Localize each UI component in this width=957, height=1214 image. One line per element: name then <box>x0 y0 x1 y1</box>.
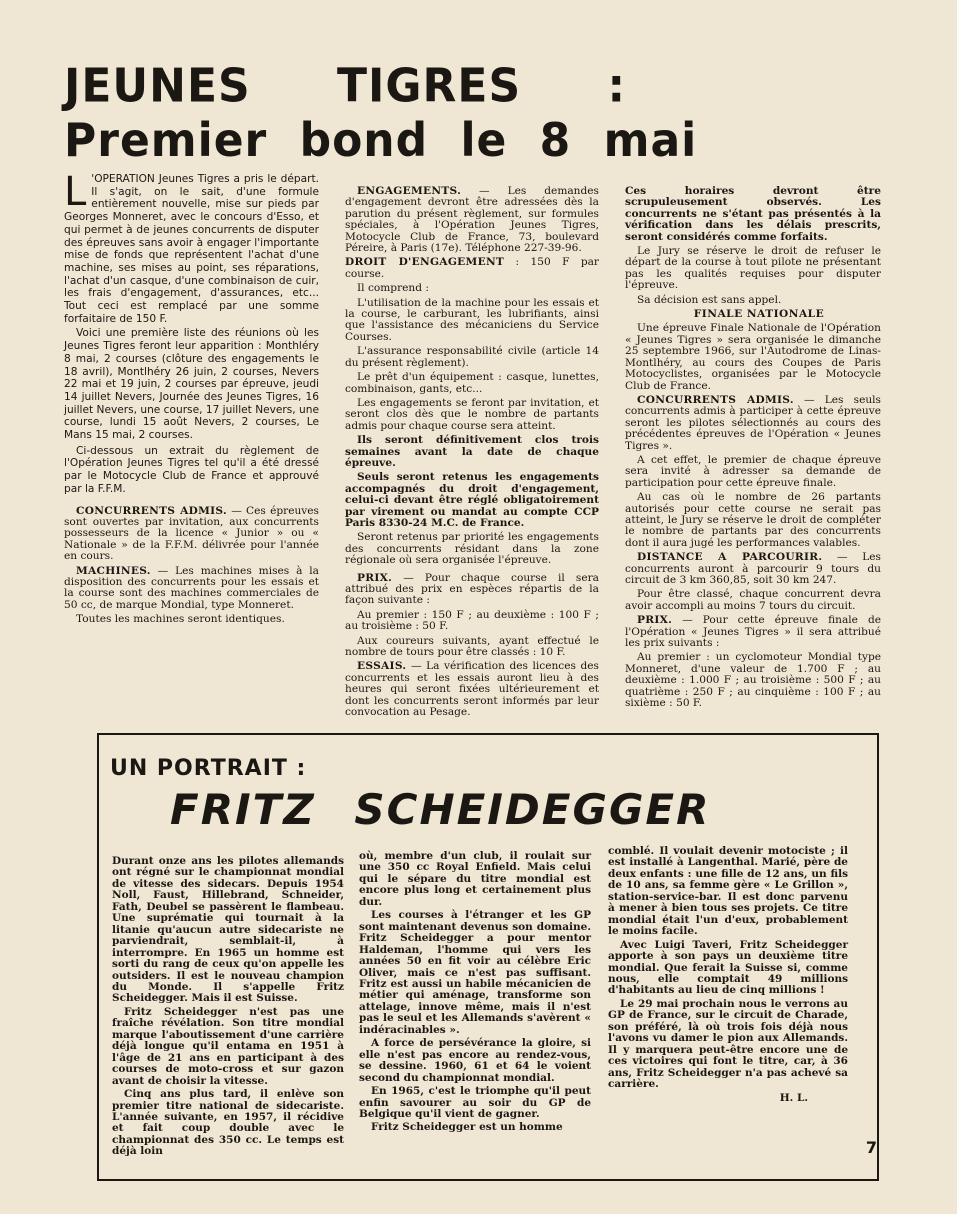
rule-text: — Ces épreuves sont ouvertes par invitation, aux concurrents possesseurs de la licence « Junior » ou « Nationale » de la F.F.M. délivrée pour l'année en cours. <box>64 504 319 563</box>
classe-paragraph: Pour être classé, chaque concurrent devra avoir accompli au moins 7 tours du circuit. <box>625 588 881 612</box>
prix-detail: Au premier : un cyclomoteur Mondial type Monneret, d'une valeur de 1.700 F ; au deuxième : 1.000 F ; au troisième : 500 F ; au quatrième : 250 F ; au cinquième : 100 F ; au sixième : 50 F. <box>625 651 881 710</box>
headline-line-2: Premier bond le 8 mai <box>64 114 698 168</box>
article-column-2 <box>345 185 599 719</box>
portrait-paragraph: Les courses à l'étranger et les GP sont maintenant devenus son domaine. Fritz Scheidegger a pour mentor Haldeman, l'homme qui vers les années 50 en fit voir au célèbre Eric Oliver, mais ce n'est pas suffisant. Fritz est aussi un habile mécanicien de métier qui aménage, transforme son attelage, innove même, mais il n'est pas le seul et les Allemands s'avèrent « indéracinables ». <box>359 909 591 1036</box>
rule-prix <box>625 615 881 649</box>
decision-paragraph: Sa décision est sans appel. <box>637 293 782 306</box>
comprend-3: Le prêt d'un équipement : casque, lunettes, combinaison, gants, etc... <box>345 371 599 395</box>
rule-text: — Les demandes d'engagement devront être adressées dès la parution du présent règlement, sur formules spéciales, à l'Opération Jeunes Tigres, Motocycle Club de France, 73, boulevard Péreire, à Paris (17e). Téléphone 227-39-96. <box>345 185 599 255</box>
rule-label: DISTANCE A PARCOURIR. <box>637 551 823 564</box>
portrait-paragraph: Fritz Scheidegger n'est pas une fraîche révélation. Son titre mondial marque l'aboutissement d'une carrière déjà longue qu'il entama en 1951 à l'âge de 21 ans en participant à des courses de moto-cross et sur gazon avant de choisir la vitesse. <box>112 1005 344 1087</box>
comprend-1: L'utilisation de la machine pour les essais et la course, le carburant, les lubrifiants, ainsi que l'assistance des mécaniciens du Service Courses. <box>345 296 599 343</box>
comprend-2: L'assurance responsabilité civile (article 14 du présent règlement). <box>345 345 599 369</box>
rule-label: ENGAGEMENTS. <box>357 185 462 197</box>
portrait-paragraph: où, membre d'un club, il roulait sur une 350 cc Royal Enfield. Mais celui qui le sépare du titre mondial est encore plus long et certainement plus dur. <box>359 850 591 908</box>
portrait-paragraph: En 1965, c'est le triomphe qu'il peut enfin savourer au soir du GP de Belgique qu'il vient de gagner. <box>359 1085 591 1120</box>
page-number: 7 <box>865 1138 877 1157</box>
finale-heading: FINALE NATIONALE <box>693 308 825 321</box>
rule-text: — La vérification des licences des concurrents et les essais auront lieu à des heures qui seront fixées ultérieurement et dont les concurrents seront informés par leur convocation au Pesage. <box>345 660 599 719</box>
portrait-paragraph: Cinq ans plus tard, il enlève son premier titre national de sidecariste. L'année suivante, en 1957, il récidive et fait coup double avec le championnat des 350 cc. Le temps est déjà loin <box>112 1088 344 1158</box>
bold-paragraph-1: Ils seront définitivement clos trois semaines avant la date de chaque épreuve. <box>345 434 599 469</box>
rule-distance <box>625 552 881 586</box>
article-column-1 <box>64 169 319 693</box>
rule-text: — Les concurrents auront à parcourir 9 tours du circuit de 3 km 360,85, soit 30 km 247. <box>625 551 881 586</box>
rule-label: CONCURRENTS ADMIS. <box>76 504 227 517</box>
rule-text: — Les machines mises à la disposition des concurrents pour les essais et la course sont des machines commerciales de 50 cc, de marque Mondial, type Monneret. <box>64 564 319 611</box>
rule-text: — Les seuls concurrents admis à participer à cette épreuve seront les pilotes sélectionnés au cours des précédentes épreuves de l'Opération « Jeunes Tigres ». <box>625 393 881 452</box>
rule-label: ESSAIS. <box>357 660 407 673</box>
headline-line-1: JEUNES TIGRES : <box>64 59 627 113</box>
rule-machines-p2: Toutes les machines seront identiques. <box>76 613 285 626</box>
portrait-kicker: UN PORTRAIT : <box>110 756 307 781</box>
portrait-paragraph: Le 29 mai prochain nous le verrons au GP de France, sur le circuit de Charade, son préféré, là où trois fois déjà nous l'avons vu damer le pion aux Allemands. Il y marquera peut-être encore une de ces victoires qui font le titre, car, à 36 ans, Fritz Scheidegger n'a pas achevé sa carrière. <box>608 997 848 1091</box>
rule-text: : 150 F par course. <box>345 256 599 280</box>
rules-extract <box>64 506 319 626</box>
jury-paragraph: Le Jury se réserve le droit de refuser le départ de la course à tout pilote ne présentant pas les qualités requises pour disputer l'épreuve. <box>625 245 881 292</box>
drop-cap: L <box>64 169 87 215</box>
portrait-paragraph: A force de persévérance la gloire, si elle n'est pas encore au rendez-vous, se dessine. 1960, 61 et 64 le voient second du championnat mondial. <box>359 1037 591 1084</box>
rule-label: CONCURRENTS ADMIS. <box>637 393 794 406</box>
portrait-column-1 <box>112 856 344 1171</box>
bold-paragraph: Ces horaires devront être scrupuleusement observés. Les concurrents ne s'étant pas présentés à la vérification dans les délais prescrits, seront considérés comme forfaits. <box>625 185 881 243</box>
rule-machines <box>64 566 319 612</box>
portrait-paragraph: Durant onze ans les pilotes allemands ont régné sur le championnat mondial de vitesse des sidecars. Depuis 1954 Noll, Faust, Hillebrand, Schneider, Fath, Deubel se passèrent le flambeau. Une suprématie qui tournait à la litanie qu'aucun autre sidecariste ne parviendrait, semblait-il, à interrompre. En 1965 un homme est sorti du rang de ceux qu'on appelle les outsiders. Il est le nouveau champion du Monde. Il s'appelle Fritz Scheidegger. Mais il est Suisse. <box>112 855 344 1005</box>
rule-concurrents <box>625 395 881 452</box>
rule-text: — Pour chaque course il sera attribué des prix en espèces répartis de la façon suivante : <box>345 571 599 607</box>
rule-essais <box>345 661 599 718</box>
portrait-paragraph: Fritz Scheidegger est un homme <box>371 1121 563 1134</box>
invitation-paragraph: Les engagements se feront par invitation, et seront clos dès que le nombre de partants admis pour chaque course sera atteint. <box>345 396 599 432</box>
rule-prix <box>345 573 599 607</box>
rule-label: MACHINES. <box>76 564 151 577</box>
intro-paragraph-2: Voici une première liste des réunions où les Jeunes Tigres feront leur apparition : Monthléry 8 mai, 2 courses (clôture des engagements le 18 avril), Montlhéry 26 juin, 2 courses, Nevers 22 mai et 19 juin, 2 courses par épreuve, jeudi 14 juillet Nevers, Journée des Jeunes Tigres, 16 juillet Nevers, une course, 17 juillet Nevers, une course, lundi 15 août Nevers, 2 courses, Le Mans 15 mai, 2 courses. <box>64 327 319 442</box>
effet-paragraph: A cet effet, le premier de chaque épreuve sera invité à adresser sa demande de participation pour cette épreuve finale. <box>625 453 881 489</box>
prix-suivants: Aux coureurs suivants, ayant effectué le nombre de tours pour être classés : 10 F. <box>345 634 599 659</box>
portrait-paragraph: comblé. Il voulait devenir motociste ; il est installé à Langenthal. Marié, père de deux enfants : une fille de 12 ans, un fils de 10 ans, sa femme gère « Le Grillon », station-service-bar. Il est donc parvenu à mener à bien tous ses projets. Ce titre mondial était l'un d'eux, probablement le moins facile. <box>608 845 848 938</box>
intro-text: 'OPERATION Jeunes Tigres a pris le départ. Il s'agit, on le sait, d'une formule entièrement nouvelle, mise sur pieds par Georges Monneret, avec le concours d'Esso, et qui permet à de jeunes concurrents de disputer des épreuves sans avoir à engager l'importante mise de fonds que représentent l'achat d'une machine, ses mises au point, ses réparations, l'achat d'un casque, d'une combinaison de cuir, les frais d'engagement, d'assurances, etc... Tout ceci est remplacé par une somme forfaitaire de 150 F. <box>64 173 319 325</box>
intro-paragraph-3: Ci-dessous un extrait du règlement de l'Opération Jeunes Tigres tel qu'il a été dressé par le Motocycle Club de France et approuvé par la F.F.M. <box>64 444 319 495</box>
article-intro <box>64 169 319 496</box>
rule-text: — Pour cette épreuve finale de l'Opération « Jeunes Tigres » il sera attribué les prix suivants : <box>625 614 881 650</box>
author-signature: H. L. <box>779 1091 808 1104</box>
cas-paragraph: Au cas où le nombre de 26 partants autorisés pour cette course ne serait pas atteint, le Jury se réserve le droit de compléter le nombre de partants par des concurrents dont il aura jugé les performances valables. <box>625 491 881 549</box>
rule-label: PRIX. <box>637 614 673 627</box>
bold-paragraph-2: Seuls seront retenus les engagements accompagnés du droit d'engagement, celui-ci devant être réglé obligatoirement par virement ou mandat au compte CCP Paris 8330-24 M.C. de France. <box>345 471 599 529</box>
rule-label: DROIT D'ENGAGEMENT <box>345 256 505 269</box>
portrait-title: FRITZ SCHEIDEGGER <box>170 785 711 834</box>
article-column-3 <box>625 185 881 710</box>
prix-detail: Au premier : 150 F ; au deuxième : 100 F ; au troisième : 50 F. <box>345 608 599 633</box>
portrait-paragraph: Avec Luigi Taveri, Fritz Scheidegger apporte à son pays un deuxième titre mondial. Que ferait la Suisse si, comme nous, elle comptait 49 millions d'habitants au lieu de cinq millions ! <box>608 938 848 997</box>
portrait-column-3 <box>608 846 848 1171</box>
priorite-paragraph: Seront retenus par priorité les engagements des concurrents résidant dans la zone régionale où sera organisée l'épreuve. <box>345 531 599 567</box>
finale-paragraph: Une épreuve Finale Nationale de l'Opération « Jeunes Tigres » sera organisée le dimanche 25 septembre 1966, sur l'Autodrome de Linas-Montlhéry, au cours des Coupes de Paris Motocyclistes, organisées par le Motocycle Club de France. <box>625 322 881 392</box>
portrait-column-2 <box>359 851 591 1171</box>
rule-engagements <box>345 186 599 254</box>
rule-concurrents <box>64 506 319 563</box>
comprend: Il comprend : <box>357 282 429 295</box>
rule-label: PRIX. <box>357 571 393 584</box>
rule-droit <box>345 257 599 280</box>
headline <box>64 59 884 168</box>
